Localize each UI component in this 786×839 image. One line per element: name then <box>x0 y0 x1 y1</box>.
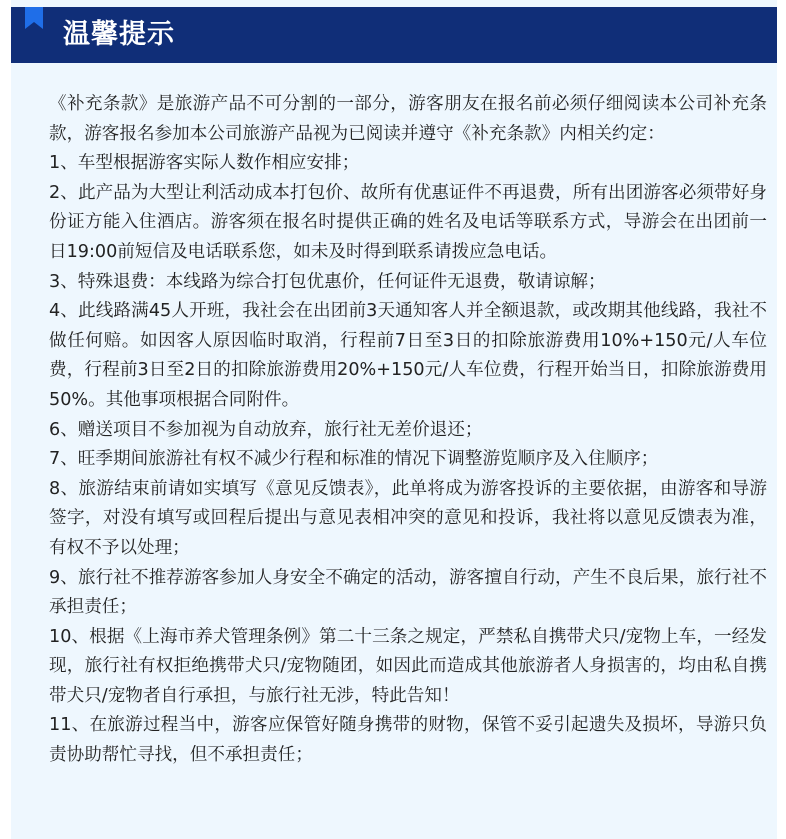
bookmark-icon <box>25 7 43 29</box>
clause-4: 4、此线路满45人开班，我社会在出团前3天通知客人并全额退款，或改期其他线路，我社不做任何赔。如因客人原因临时取消，行程前7日至3日的扣除旅游费用10%+150元/人车位费，行程前3日至2日的扣除旅游费用20%+150元/人车位费，行程开始当日，扣除旅游费用50%。其他事项根据合同附件。 <box>49 301 767 410</box>
clause-6: 6、赠送项目不参加视为自动放弃，旅行社无差价退还； <box>49 419 483 440</box>
clause-11: 11、在旅游过程当中，游客应保管好随身携带的财物，保管不妥引起遗失及损坏，导游只负责协助帮忙寻找，但不承担责任； <box>49 715 767 766</box>
clause-1: 1、车型根据游客实际人数作相应安排； <box>49 153 360 174</box>
notice-title: 温馨提示 <box>63 19 175 50</box>
intro-paragraph: 《补充条款》是旅游产品不可分割的一部分，游客朋友在报名前必须仔细阅读本公司补充条款，游客报名参加本公司旅游产品视为已阅读并遵守《补充条款》内相关约定： <box>49 94 767 144</box>
notice-content <box>49 90 767 771</box>
clause-7: 7、旺季期间旅游社有权不减少行程和标准的情况下调整游览顺序及入住顺序； <box>49 449 659 470</box>
clause-3: 3、特殊退费：本线路为综合打包优惠价，任何证件无退费，敬请谅解； <box>49 271 606 292</box>
clause-9: 9、旅行社不推荐游客参加人身安全不确定的活动，游客擅自行动，产生不良后果，旅行社不承担责任； <box>49 567 767 618</box>
clause-8: 8、旅游结束前请如实填写《意见反馈表》，此单将成为游客投诉的主要依据，由游客和导游签字，对没有填写或回程后提出与意见表相冲突的意见和投诉，我社将以意见反馈表为准，有权不予以处理； <box>49 478 767 558</box>
clause-10: 10、根据《上海市养犬管理条例》第二十三条之规定，严禁私自携带犬只/宠物上车，一经发现，旅行社有权拒绝携带犬只/宠物随团，如因此而造成其他旅游者人身损害的，均由私自携带犬只/宠物者自行承担，与旅行社无涉，特此告知！ <box>49 626 767 706</box>
clause-2: 2、此产品为大型让利活动成本打包价、故所有优惠证件不再退费，所有出团游客必须带好身份证方能入住酒店。游客须在报名时提供正确的姓名及电话等联系方式，导游会在出团前一日19:00前短信及电话联系您，如未及时得到联系请拨应急电话。 <box>49 182 767 262</box>
notice-panel <box>11 0 777 839</box>
notice-header <box>11 7 777 63</box>
